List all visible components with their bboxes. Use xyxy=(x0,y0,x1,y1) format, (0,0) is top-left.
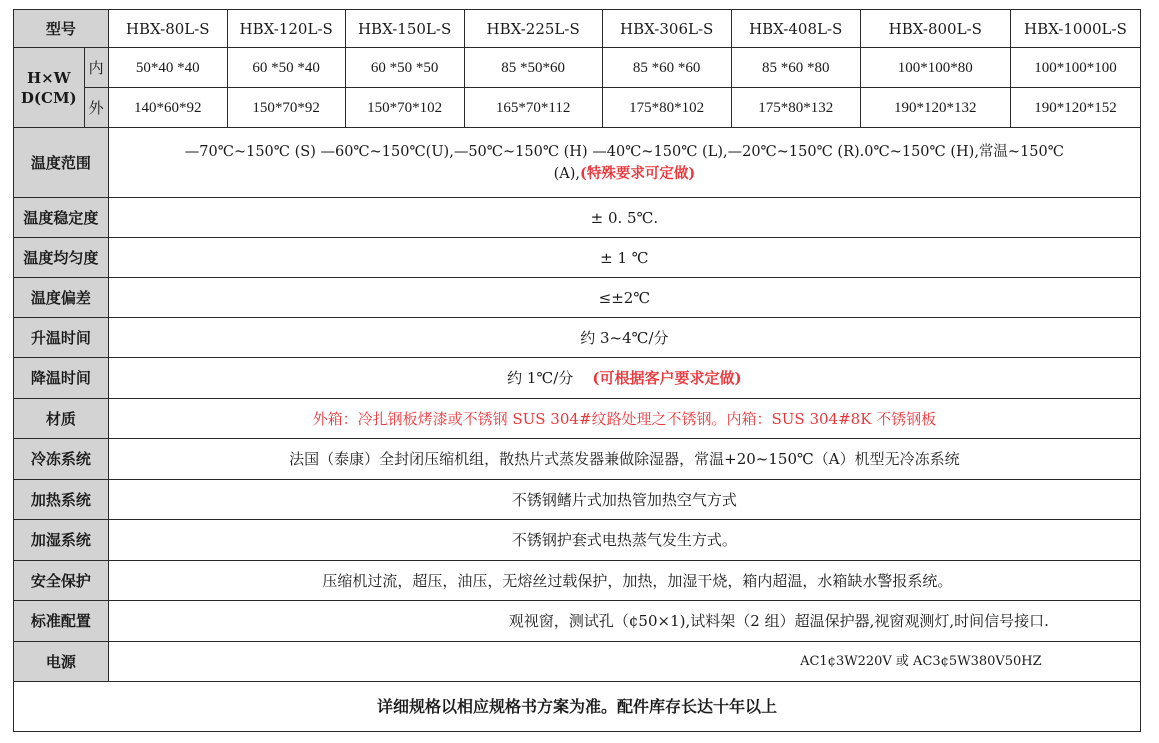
uniformity-label: 温度均匀度 xyxy=(14,238,109,278)
humidify-value: 不锈钢护套式电热蒸气发生方式。 xyxy=(108,520,1140,561)
temp-range-value xyxy=(108,128,1140,198)
inner-label: 内 xyxy=(84,48,108,88)
material-value: 外箱：冷扎钢板烤漆或不锈钢 SUS 304#纹路处理之不锈钢。内箱：SUS 304#8K 不锈钢板 xyxy=(108,399,1140,439)
outer-dim-cell: 190*120*132 xyxy=(860,88,1010,128)
outer-dim-cell: 165*70*112 xyxy=(464,88,602,128)
heating-label: 加热系统 xyxy=(14,480,109,520)
inner-dim-cell: 85 *50*60 xyxy=(464,48,602,88)
custom-order-note: (特殊要求可定做) xyxy=(579,164,696,182)
temp-range-line1: —70℃~150℃ (S) —60℃~150℃(U),—50℃~150℃ (H) —40℃~150℃ (L),—20℃~150℃ (R).0℃~150℃ (H),常温~150℃ xyxy=(184,143,1064,160)
inner-dim-cell: 60 *50 *50 xyxy=(345,48,464,88)
footer-note: 详细规格以相应规格书方案为准。配件库存长达十年以上 xyxy=(14,682,1141,732)
outer-label: 外 xyxy=(84,88,108,128)
model-cell: HBX-306L-S xyxy=(602,10,731,48)
cool-time-value xyxy=(108,358,1140,399)
safety-value: 压缩机过流，超压，油压，无熔丝过载保护，加热，加湿干烧，箱内超温，水箱缺水警报系统。 xyxy=(108,561,1140,601)
power-value: AC1¢3W220V 或 AC3¢5W380V50HZ xyxy=(108,642,1140,682)
heat-time-label: 升温时间 xyxy=(14,318,109,358)
model-cell: HBX-120L-S xyxy=(227,10,345,48)
model-cell: HBX-800L-S xyxy=(860,10,1010,48)
outer-dim-cell: 140*60*92 xyxy=(108,88,227,128)
safety-label: 安全保护 xyxy=(14,561,109,601)
dimensions-label-line1: H×W xyxy=(26,68,71,87)
safety-row xyxy=(14,561,1141,601)
material-label: 材质 xyxy=(14,399,109,439)
cool-time-text: 约 1℃/分 xyxy=(507,369,574,387)
inner-dim-cell: 85 *60 *60 xyxy=(602,48,731,88)
inner-dim-cell: 100*100*80 xyxy=(860,48,1010,88)
standard-label: 标准配置 xyxy=(14,601,109,642)
refrigeration-value: 法国（泰康）全封闭压缩机组，散热片式蒸发器兼做除湿器，常温+20~150℃（A）机型无冷冻系统 xyxy=(108,439,1140,480)
outer-dim-cell: 175*80*132 xyxy=(731,88,860,128)
model-cell: HBX-408L-S xyxy=(731,10,860,48)
material-row xyxy=(14,399,1141,439)
model-cell: HBX-1000L-S xyxy=(1010,10,1140,48)
uniformity-row xyxy=(14,238,1141,278)
cool-time-row xyxy=(14,358,1141,399)
refrigeration-label: 冷冻系统 xyxy=(14,439,109,480)
inner-dim-cell: 60 *50 *40 xyxy=(227,48,345,88)
deviation-value: ≤±2℃ xyxy=(108,278,1140,318)
standard-row xyxy=(14,601,1141,642)
inner-dim-cell: 50*40 *40 xyxy=(108,48,227,88)
temp-range-line2 xyxy=(113,163,1136,185)
humidify-label: 加湿系统 xyxy=(14,520,109,561)
power-row xyxy=(14,642,1141,682)
deviation-row xyxy=(14,278,1141,318)
dimensions-label-line2: D(CM) xyxy=(20,88,77,107)
dims-outer-row xyxy=(14,88,1141,128)
outer-dim-cell: 190*120*152 xyxy=(1010,88,1140,128)
model-cell: HBX-150L-S xyxy=(345,10,464,48)
outer-dim-cell: 175*80*102 xyxy=(602,88,731,128)
outer-dim-cell: 150*70*102 xyxy=(345,88,464,128)
deviation-label: 温度偏差 xyxy=(14,278,109,318)
refrigeration-row xyxy=(14,439,1141,480)
inner-dim-cell: 85 *60 *80 xyxy=(731,48,860,88)
model-label: 型号 xyxy=(14,10,109,48)
stability-label: 温度稳定度 xyxy=(14,198,109,238)
model-cell: HBX-80L-S xyxy=(108,10,227,48)
footer-row xyxy=(14,682,1141,732)
heating-value: 不锈钢鳍片式加热管加热空气方式 xyxy=(108,480,1140,520)
cool-time-label: 降温时间 xyxy=(14,358,109,399)
standard-value: 观视窗，测试孔（¢50×1),试料架（2 组）超温保护器,视窗观测灯,时间信号接口. xyxy=(108,601,1140,642)
uniformity-value: ± 1 ℃ xyxy=(108,238,1140,278)
cool-time-note: (可根据客户要求定做) xyxy=(592,369,742,387)
spec-table xyxy=(13,9,1141,732)
dims-inner-row xyxy=(14,48,1141,88)
humidify-row xyxy=(14,520,1141,561)
model-cell: HBX-225L-S xyxy=(464,10,602,48)
stability-value: ± 0. 5℃. xyxy=(108,198,1140,238)
inner-dim-cell: 100*100*100 xyxy=(1010,48,1140,88)
heat-time-value: 约 3~4℃/分 xyxy=(108,318,1140,358)
dimensions-label xyxy=(14,48,85,128)
temp-range-line2-prefix: (A), xyxy=(553,165,580,182)
stability-row xyxy=(14,198,1141,238)
heating-row xyxy=(14,480,1141,520)
header-row xyxy=(14,10,1141,48)
temp-range-label: 温度范围 xyxy=(14,128,109,198)
temp-range-row xyxy=(14,128,1141,198)
outer-dim-cell: 150*70*92 xyxy=(227,88,345,128)
power-label: 电源 xyxy=(14,642,109,682)
heat-time-row xyxy=(14,318,1141,358)
